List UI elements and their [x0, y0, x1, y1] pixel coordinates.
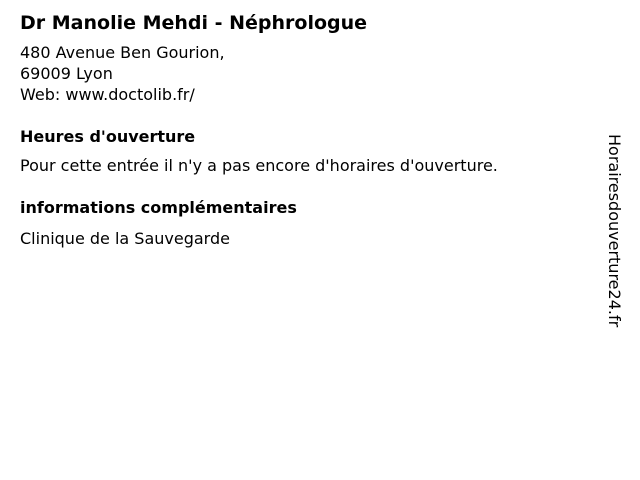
address-block: [20, 42, 600, 105]
address-city: 69009 Lyon: [20, 64, 113, 83]
additional-info-heading: informations complémentaires: [20, 198, 297, 217]
additional-info-text: Clinique de la Sauvegarde: [20, 229, 230, 248]
address-street: 480 Avenue Ben Gourion,: [20, 43, 225, 62]
page-title: Dr Manolie Mehdi - Néphrologue: [20, 12, 368, 34]
site-watermark: Horairesdouverture24.fr: [605, 134, 624, 328]
website-text: Web: www.doctolib.fr/: [20, 85, 195, 104]
opening-hours-text: Pour cette entrée il n'y a pas encore d'horaires d'ouverture.: [20, 156, 498, 175]
listing-content: [20, 10, 600, 250]
opening-hours-heading: Heures d'ouverture: [20, 127, 196, 146]
